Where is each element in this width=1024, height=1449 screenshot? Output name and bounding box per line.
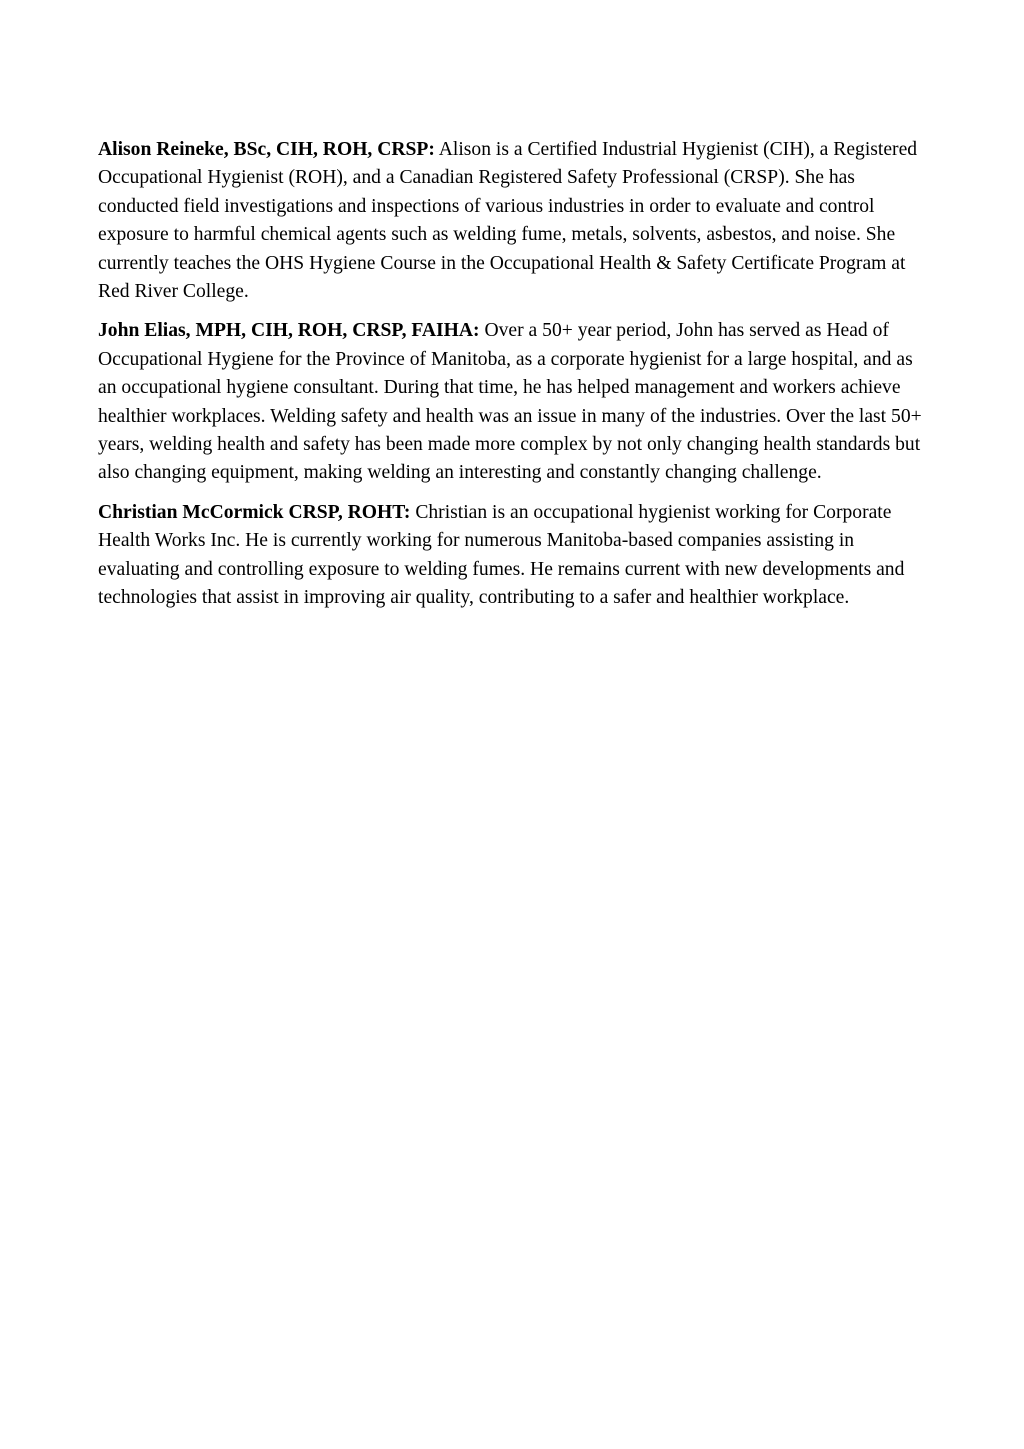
- bio-text: Alison is a Certified Industrial Hygienist (CIH), a Registered Occupational Hygienist (ROH), and a Canadian Registered Safety Professional (CRSP). She has conducted field investigations and inspections of various industries in order to evaluate and control exposure to harmful chemical agents such as welding fume, metals, solvents, asbestos, and noise. She currently teaches the OHS Hygiene Course in the Occupational Health & Safety Certificate Program at Red River College.: [98, 139, 918, 303]
- bio-name: John Elias, MPH, CIH, ROH, CRSP, FAIHA:: [98, 320, 480, 342]
- bio-paragraph-christian-mccormick: [98, 499, 928, 613]
- bio-text: Christian is an occupational hygienist working for Corporate Health Works Inc. He is currently working for numerous Manitoba-based companies assisting in evaluating and controlling exposure to welding fumes. He remains current with new developments and technologies that assist in improving air quality, contributing to a safer and healthier workplace.: [98, 501, 905, 609]
- bio-paragraph-alison-reineke: [98, 136, 928, 306]
- bio-paragraph-john-elias: [98, 317, 928, 487]
- bio-text: Over a 50+ year period, John has served as Head of Occupational Hygiene for the Province of Manitoba, as a corporate hygienist for a large hospital, and as an occupational hygiene consultant. During that time, he has helped management and workers achieve healthier workplaces. Welding safety and health was an issue in many of the industries. Over the last 50+ years, welding health and safety has been made more complex by not only changing health standards but also changing equipment, making welding an interesting and constantly changing challenge.: [98, 320, 922, 484]
- document-page: [98, 136, 928, 624]
- bio-name: Christian McCormick CRSP, ROHT:: [98, 501, 411, 523]
- bio-name: Alison Reineke, BSc, CIH, ROH, CRSP:: [98, 139, 435, 160]
